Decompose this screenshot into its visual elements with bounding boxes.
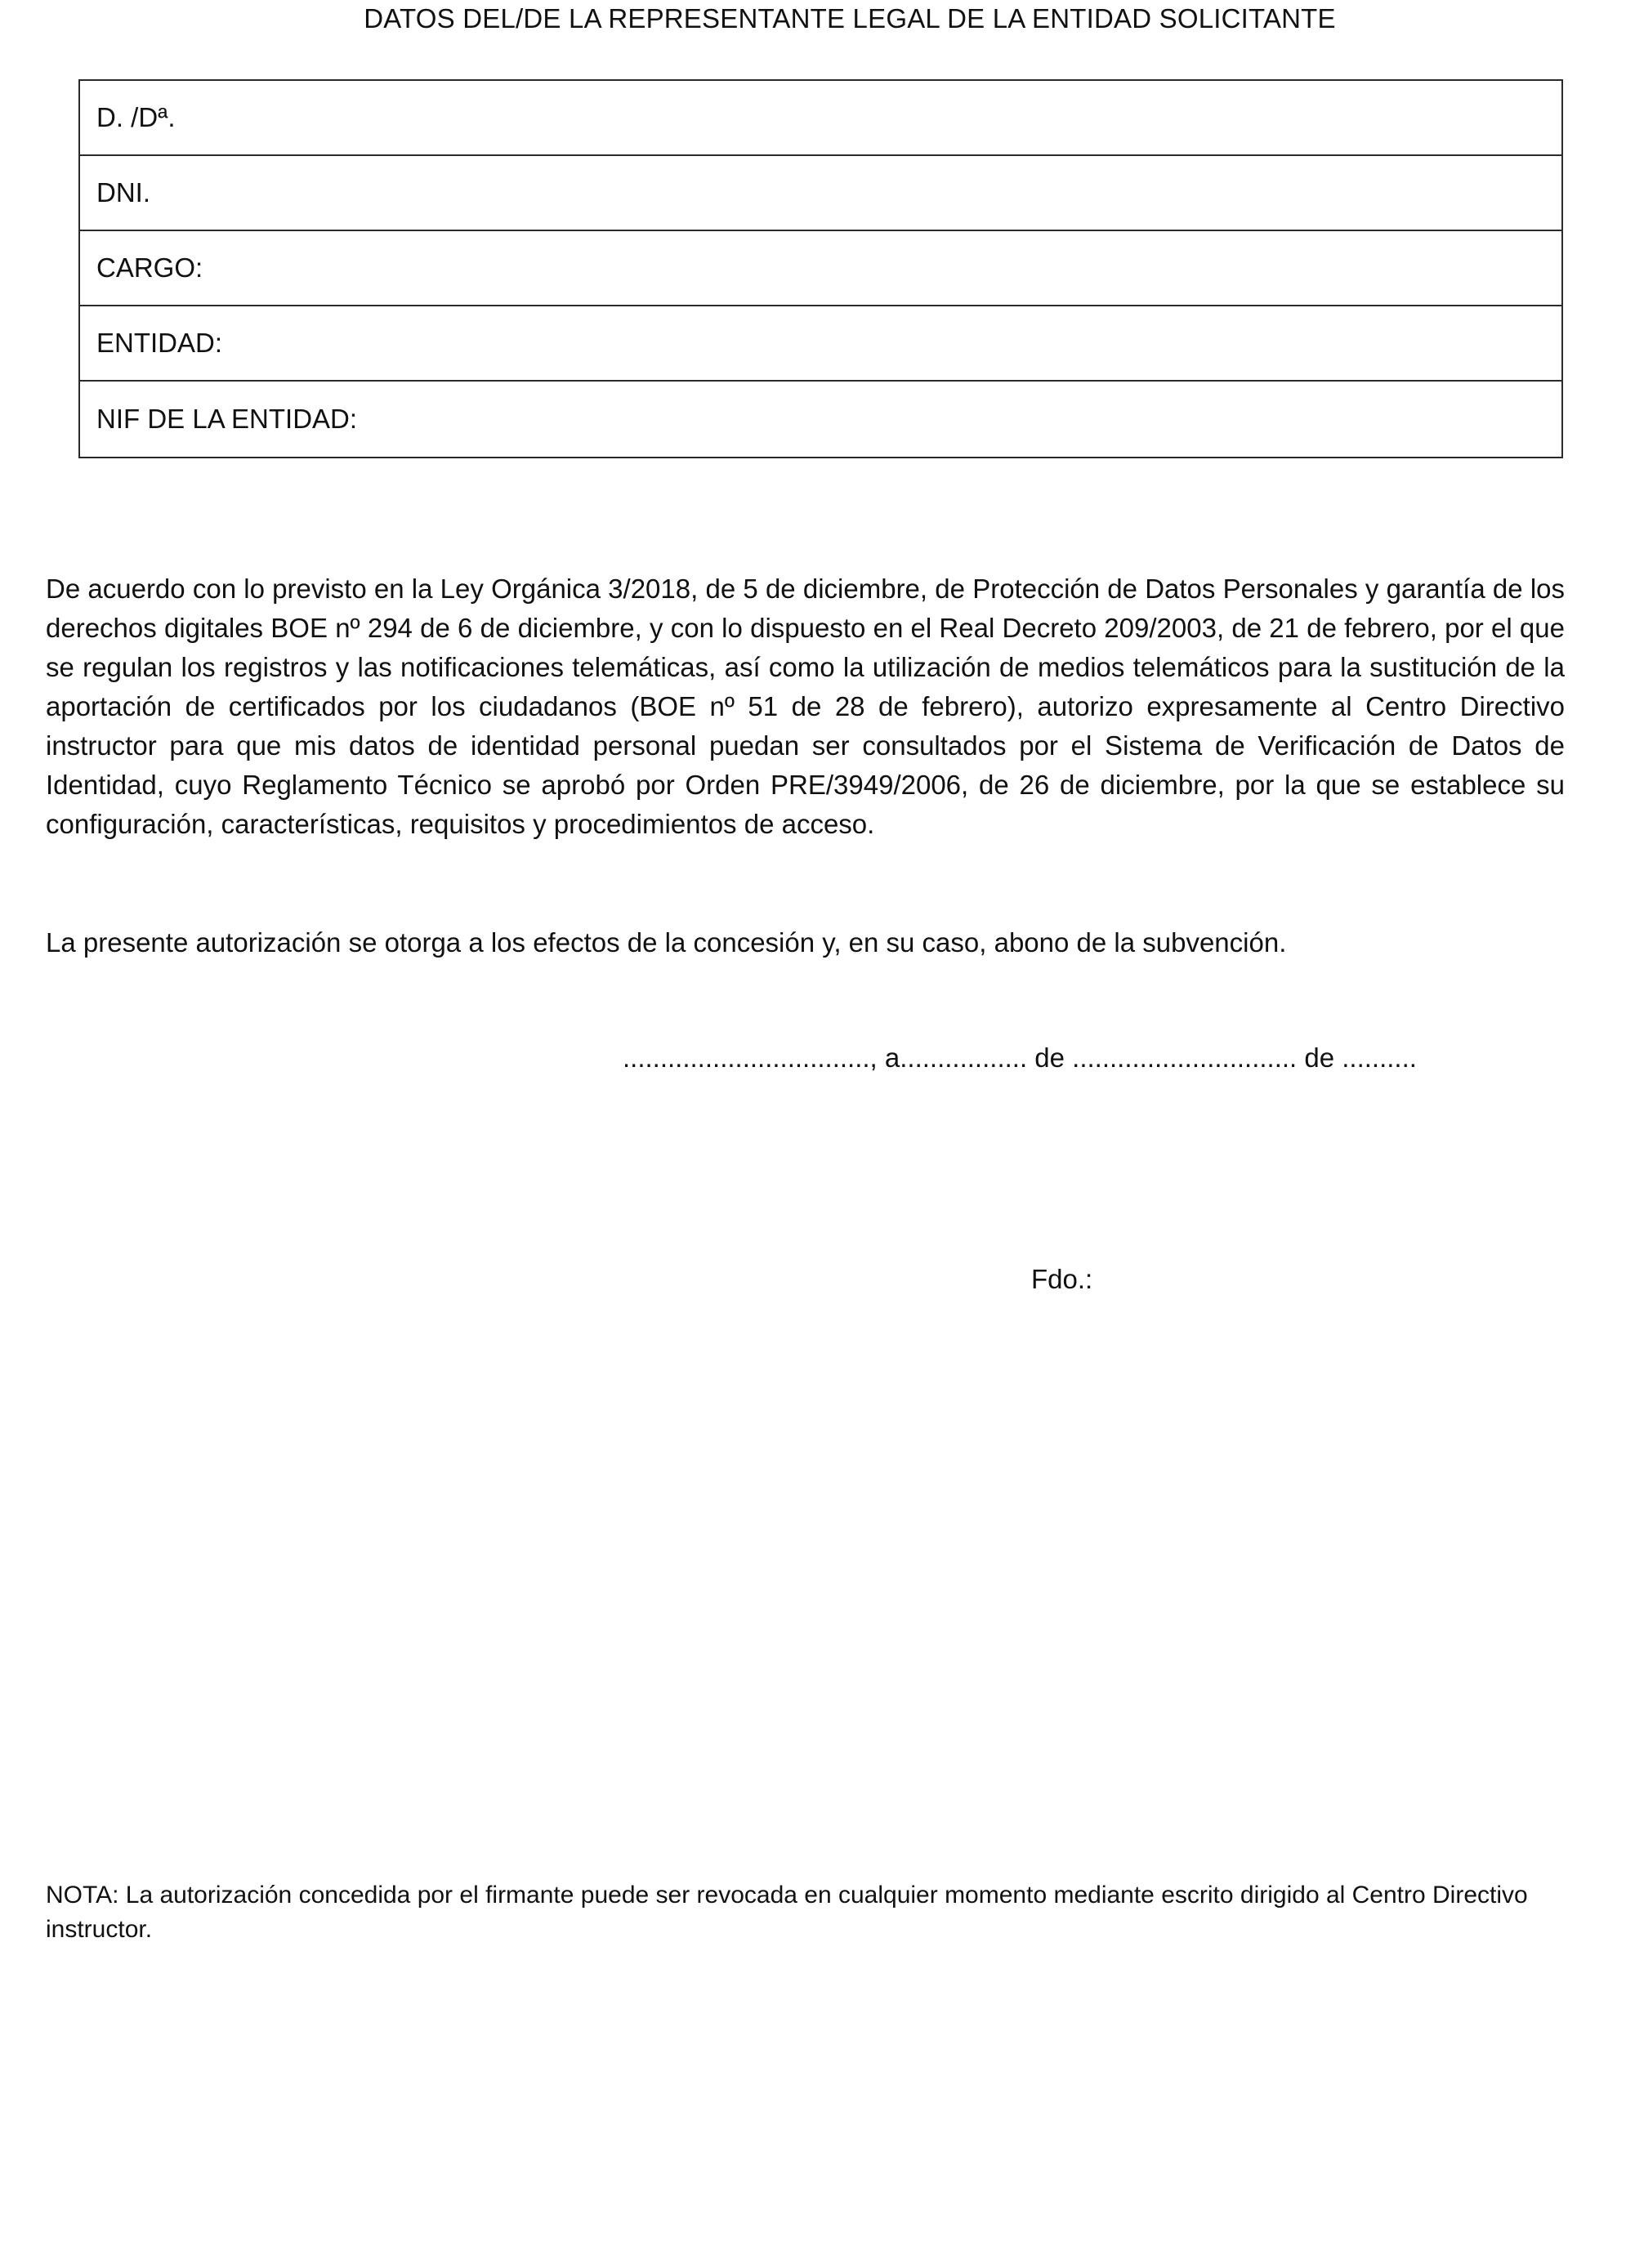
field-row-dni[interactable] [80, 156, 1561, 231]
place-date-line: ................................., a................. de .............................. de .......... [623, 1042, 1417, 1073]
field-label-nif: NIF DE LA ENTIDAD: [96, 404, 358, 434]
document-title: DATOS DEL/DE LA REPRESENTANTE LEGAL DE LA ENTIDAD SOLICITANTE [364, 3, 1336, 33]
signature-label: Fdo.: [1031, 1264, 1093, 1294]
representative-data-table [78, 79, 1563, 458]
field-row-nif[interactable] [80, 382, 1561, 457]
field-row-cargo[interactable] [80, 231, 1561, 306]
field-row-entidad[interactable] [80, 306, 1561, 382]
field-label-name: D. /Dª. [96, 102, 176, 132]
purpose-paragraph: La presente autorización se otorga a los efectos de la concesión y, en su caso, abono de la subvención. [46, 927, 1287, 958]
field-row-name[interactable] [80, 81, 1561, 156]
field-label-cargo: CARGO: [96, 252, 203, 283]
field-label-entidad: ENTIDAD: [96, 328, 223, 358]
footnote: NOTA: La autorización concedida por el firmante puede ser revocada en cualquier momento mediante escrito dirigido al Centro Directivo instructor. [46, 1882, 1528, 1943]
field-label-dni: DNI. [96, 177, 150, 208]
authorization-paragraph: De acuerdo con lo previsto en la Ley Orgánica 3/2018, de 5 de diciembre, de Protección de Datos Personales y garantía de los derechos digitales BOE nº 294 de 6 de diciembre, y con lo dispuesto en el Real Decreto 209/2003, de 21 de febrero, por el que se regulan los registros y las notificaciones telemáticas, así como la utilización de medios telemáticos para la sustitución de la aportación de certificados por los ciudadanos (BOE nº 51 de 28 de febrero), autorizo expresamente al Centro Directivo instructor para que mis datos de identidad personal puedan ser consultados por el Sistema de Verificación de Datos de Identidad, cuyo Reglamento Técnico se aprobó por Orden PRE/3949/2006, de 26 de diciembre, por la que se establece su configuración, características, requisitos y procedimientos de acceso. [46, 574, 1565, 839]
